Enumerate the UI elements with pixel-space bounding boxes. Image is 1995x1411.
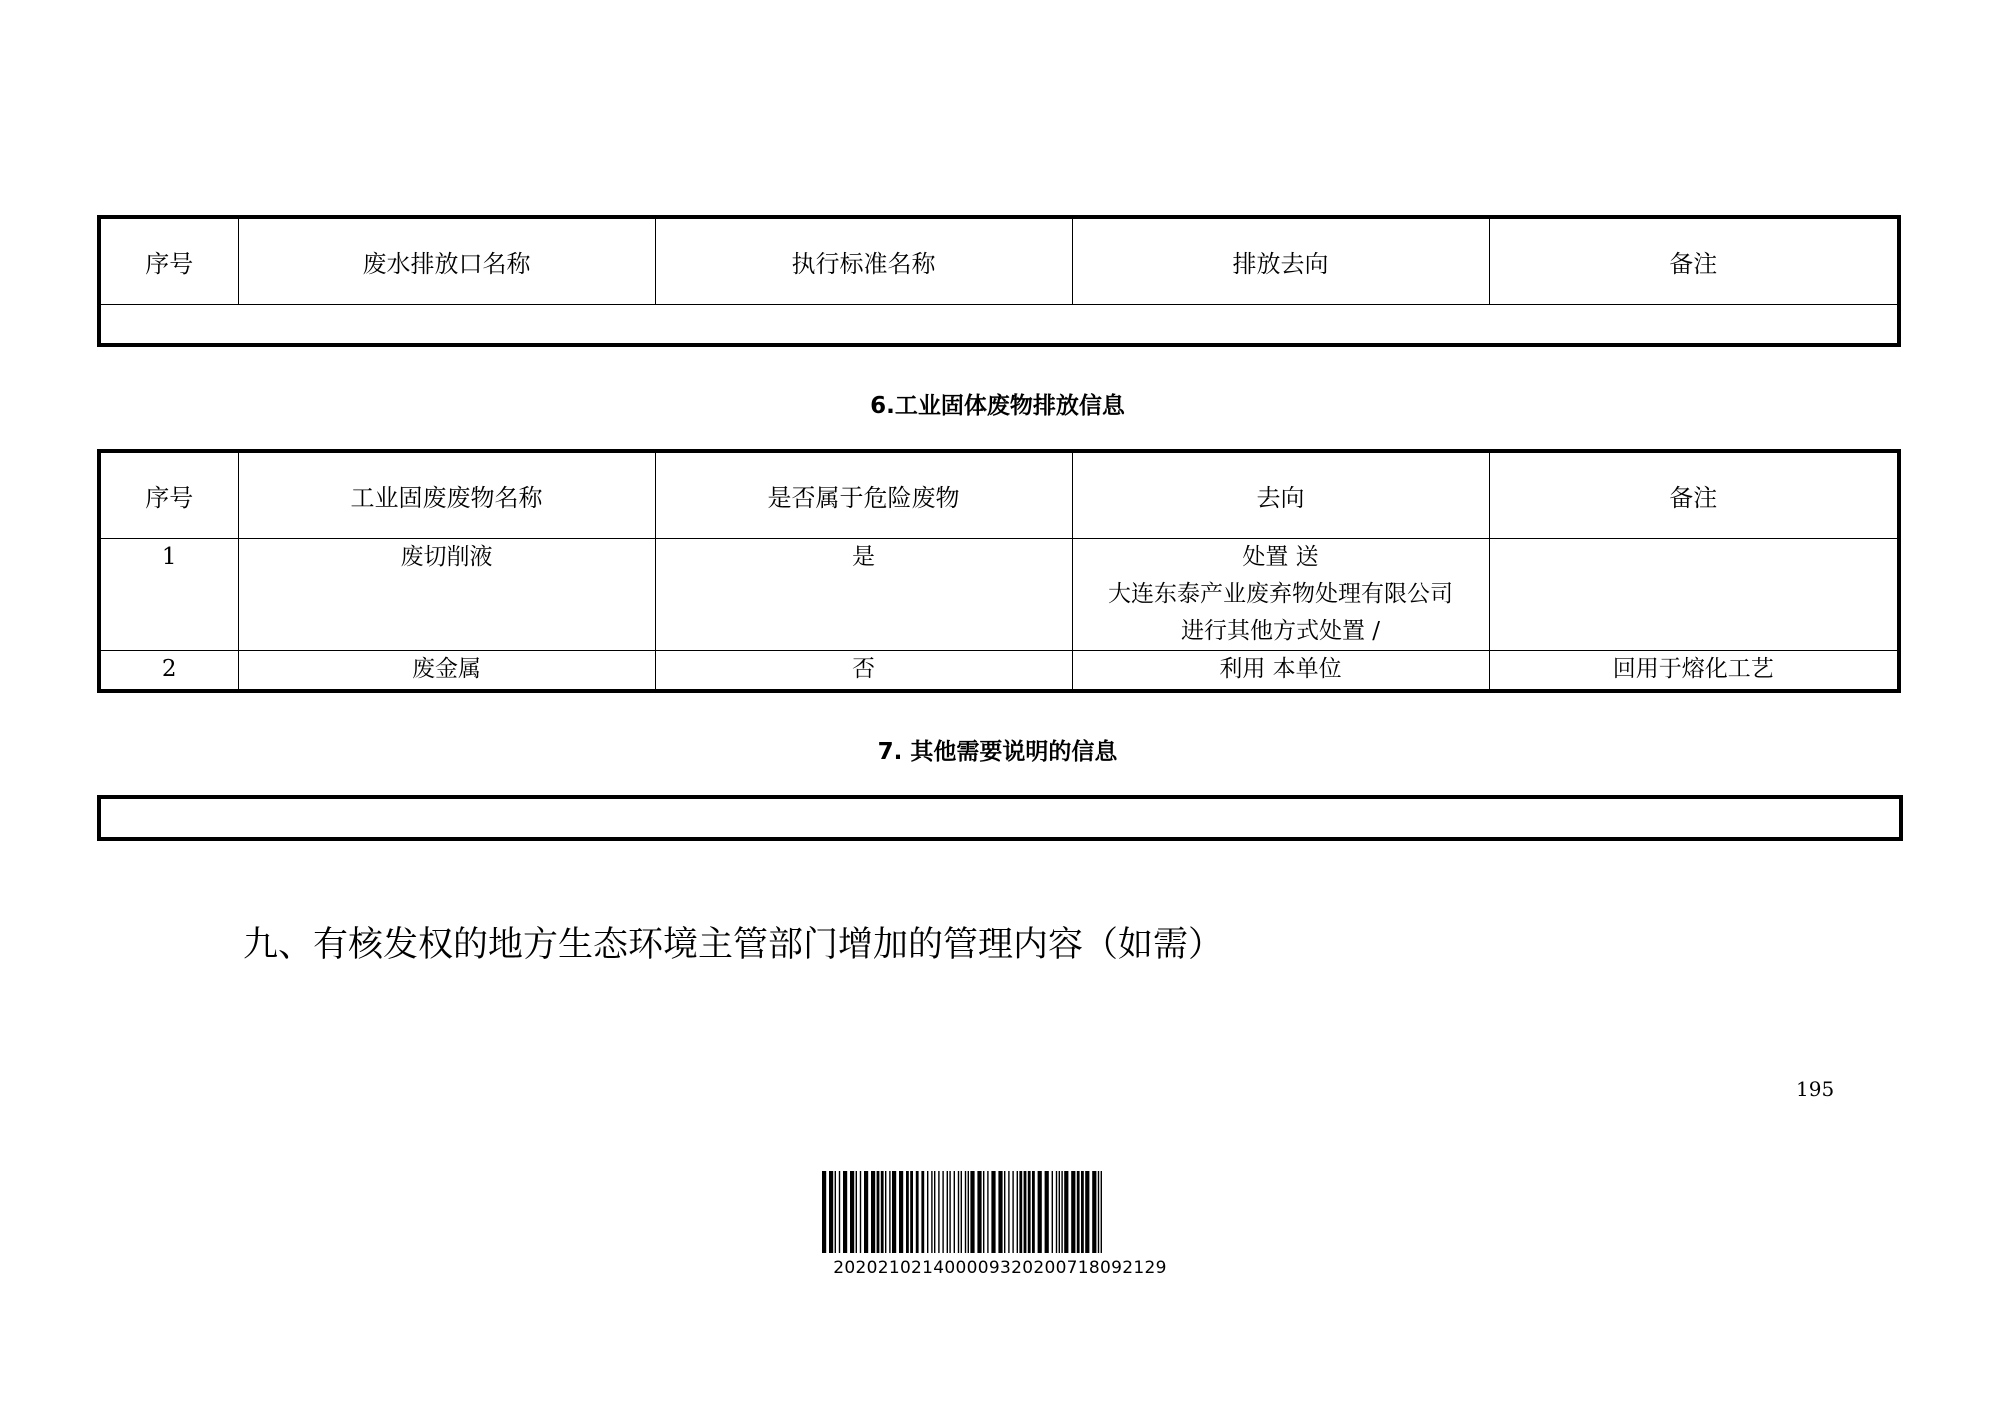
barcode-bar [968, 1171, 969, 1253]
destination-line: 处置 送 [1242, 544, 1319, 570]
barcode-bar [1045, 1171, 1049, 1253]
cell-destination [1072, 651, 1489, 692]
barcode-bar [885, 1171, 886, 1253]
header-outlet-name: 废水排放口名称 [238, 217, 655, 305]
section-9-heading: 九、有核发权的地方生态环境主管部门增加的管理内容（如需） [243, 925, 1224, 965]
barcode-bar [906, 1171, 909, 1253]
barcode-bar [983, 1171, 984, 1253]
barcode-bar [1101, 1171, 1102, 1253]
barcode-bar [860, 1171, 861, 1253]
table-header-row [99, 217, 1899, 305]
barcode-bar [1077, 1171, 1080, 1253]
section-7-title: 7. 其他需要说明的信息 [877, 739, 1118, 765]
barcode-bar [1056, 1171, 1057, 1253]
barcode-bar [965, 1171, 966, 1253]
header-remark: 备注 [1489, 217, 1899, 305]
barcode-bar [1024, 1171, 1027, 1253]
barcode-bar [1092, 1171, 1096, 1253]
header-standard-name: 执行标准名称 [655, 217, 1072, 305]
cell-remark [1489, 539, 1899, 651]
barcode-bar [916, 1171, 919, 1253]
header-destination: 去向 [1072, 451, 1489, 539]
cell-no: 2 [99, 651, 238, 692]
barcode-bar [954, 1171, 955, 1253]
barcode-bar [921, 1171, 924, 1253]
barcode-bar [877, 1171, 880, 1253]
page-number: 195 [1796, 1077, 1835, 1101]
barcode-bar [1059, 1171, 1060, 1253]
barcode [820, 1171, 1180, 1253]
barcode-bar [889, 1171, 890, 1253]
barcode-bar [871, 1171, 875, 1253]
barcode-bar [850, 1171, 854, 1253]
cell-no: 1 [99, 539, 238, 651]
barcode-bar [1098, 1171, 1099, 1253]
barcode-bar [835, 1171, 836, 1253]
cell-remark: 回用于熔化工艺 [1489, 651, 1899, 692]
barcode-bar [958, 1171, 959, 1253]
barcode-bar [864, 1171, 868, 1253]
barcode-bar [892, 1171, 896, 1253]
barcode-bar [1004, 1171, 1005, 1253]
section-6-title: 6.工业固体废物排放信息 [870, 393, 1125, 419]
barcode-bar [1071, 1171, 1075, 1253]
barcode-bar [839, 1171, 840, 1253]
barcode-bar [938, 1171, 939, 1253]
barcode-bar [1064, 1171, 1068, 1253]
header-destination: 排放去向 [1072, 217, 1489, 305]
barcode-bar [881, 1171, 884, 1253]
destination-line: 大连东泰产业废弃物处理有限公司 [1108, 581, 1453, 607]
wastewater-table [97, 215, 1901, 347]
barcode-bar [970, 1171, 974, 1253]
barcode-bar [961, 1171, 962, 1253]
barcode-bar [998, 1171, 1002, 1253]
barcode-bar [1081, 1171, 1084, 1253]
barcode-bar [829, 1171, 833, 1253]
table-header-row [99, 451, 1899, 539]
empty-cell [99, 305, 1899, 346]
barcode-bar [1061, 1171, 1062, 1253]
barcode-bar [927, 1171, 928, 1253]
barcode-bar [856, 1171, 857, 1253]
barcode-bar [931, 1171, 932, 1253]
barcode-bar [843, 1171, 847, 1253]
destination-line: 利用 本单位 [1219, 656, 1342, 682]
header-hazardous: 是否属于危险废物 [655, 451, 1072, 539]
barcode-bar [1008, 1171, 1009, 1253]
barcode-bar [1017, 1171, 1018, 1253]
table-row [99, 539, 1899, 651]
cell-hazardous: 否 [655, 651, 1072, 692]
barcode-bar [822, 1171, 826, 1253]
barcode-bar [947, 1171, 948, 1253]
section-7-empty-box [97, 795, 1903, 841]
cell-waste-name: 废金属 [238, 651, 655, 692]
barcode-bar [1012, 1171, 1013, 1253]
barcode-bar [942, 1171, 943, 1253]
table-row [99, 305, 1899, 346]
barcode-bar [1032, 1171, 1035, 1253]
barcode-bar [934, 1171, 935, 1253]
barcode-bar [910, 1171, 913, 1253]
destination-line: 进行其他方式处置 / [1180, 618, 1381, 644]
barcode-bar [977, 1171, 981, 1253]
barcode-bar [1028, 1171, 1031, 1253]
table-row [99, 651, 1899, 692]
header-no: 序号 [99, 451, 238, 539]
cell-waste-name: 废切削液 [238, 539, 655, 651]
barcode-bar [1038, 1171, 1042, 1253]
cell-destination [1072, 539, 1489, 651]
header-remark: 备注 [1489, 451, 1899, 539]
header-waste-name: 工业固废废物名称 [238, 451, 655, 539]
barcode-bar [899, 1171, 903, 1253]
barcode-bar [987, 1171, 988, 1253]
header-no: 序号 [99, 217, 238, 305]
barcode-bar [1085, 1171, 1089, 1253]
barcode-bar [1019, 1171, 1022, 1253]
solid-waste-table [97, 449, 1901, 693]
barcode-bar [949, 1171, 950, 1253]
barcode-number: 202021021400009320200718092129 [833, 1258, 1167, 1278]
barcode-bar [1052, 1171, 1053, 1253]
barcode-bar [991, 1171, 995, 1253]
cell-hazardous: 是 [655, 539, 1072, 651]
